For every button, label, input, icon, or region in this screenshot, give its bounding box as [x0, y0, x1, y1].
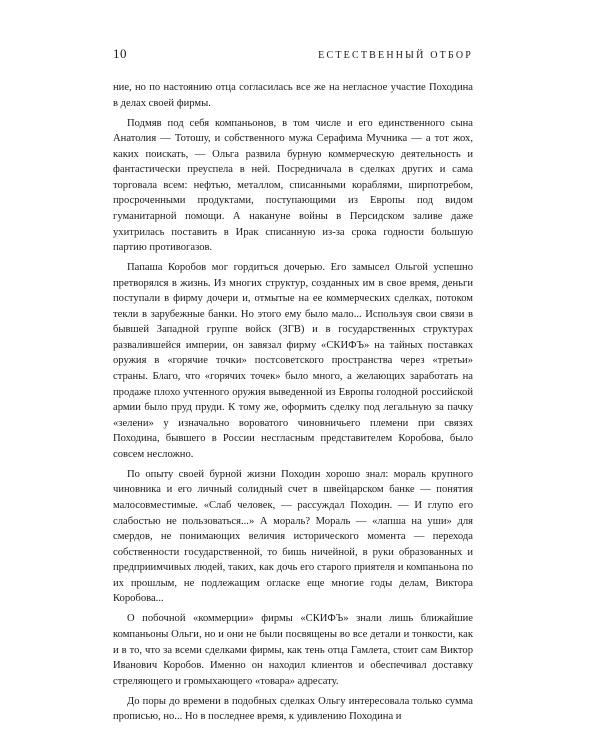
page-number: 10: [113, 46, 127, 61]
paragraph: Подмяв под себя компаньонов, в том числе и его единственного сына Анатолия — Тотошу, и собственного мужа Серафима Мучника — а тот жох, каких поискать, — Ольга развила бурную коммерческую деятельность и фантастически преуспела в ней. Посредничала в сделках других и сама торговала всем: нефтью, металлом, списанными кораблями, ширпотребом, просроченными продуктами, поступающими из Европы под видом гуманитарной помощи. А накануне войны в Персидском заливе даже ухитрилась поставить в Ирак списанную из-за срока годности большую партию противогазов.: [113, 117, 473, 254]
paragraph: О побочной «коммерции» фирмы «СКИФЪ» знали лишь ближайшие компаньоны Ольги, но и они не были посвящены во все детали и тонкости, как и в то, что за всеми сделками фирмы, как тень отца Гамлета, стоит сам Виктор Иванович Коробов. Именно он находил клиентов и обеспечивал доставку стреляющего и громыхающего «товара» адресату.: [113, 613, 473, 687]
paragraph: ние, но по настоянию отца согласилась все же на негласное участие Походина в делах своей фирмы.: [113, 82, 473, 109]
section-title: ЕСТЕСТВЕННЫЙ ОТБОР: [318, 50, 473, 61]
body-text: [113, 80, 473, 729]
paragraph: До поры до времени в подобных сделках Ольгу интересовала только сумма прописью, но... Но в последнее время, к удивлению Походина и: [113, 695, 473, 723]
running-head: [113, 46, 473, 62]
paragraph: По опыту своей бурной жизни Походин хорошо знал: мораль крупного чиновника и его личный солидный счет в швейцарском банке — понятия малосовместимые. «Слаб человек, — рассуждал Походин. — И глупо его слабостью не пользоваться...» А мораль? Мораль — «лапша на уши» для смердов, не понимающих величия исторического момента — перехода собственности государственной, то бишь ничейной, в руки образованных и предприимчивых людей, таких, как дочь его старого приятеля и компаньона по их прошлым, не подлежащим огласке еще многие годы делам, Виктора Коробова...: [113, 468, 473, 605]
paragraph: Папаша Коробов мог гордиться дочерью. Его замысел Ольгой успешно претворялся в жизнь. Из многих структур, созданных им в свое время, деньги поступали в фирму дочери и, отмытые на ее коммерческих сделках, потоком текли в зарубежные банки. Но этого ему было мало... Используя свои связи в бывшей Западной группе войск (ЗГВ) и в государственных структурах развалившейся империи, он завязал фирму «СКИФЪ» на тайных поставках оружия в «горячие точки» постсоветского пространства через «третьи» страны. Благо, что «горячих точек» было много, а желающих заработать на продаже плохо учтенного оружия выведенной из Европы голодной российской армии было пруд пруди. К тому же, оформить сделку под легальную за пачку «зелени» у изначально вороватого чиновничьего племени при связях Походина, бывшего в России несгласным представителем Коробова, было совсем несложно.: [113, 262, 473, 460]
